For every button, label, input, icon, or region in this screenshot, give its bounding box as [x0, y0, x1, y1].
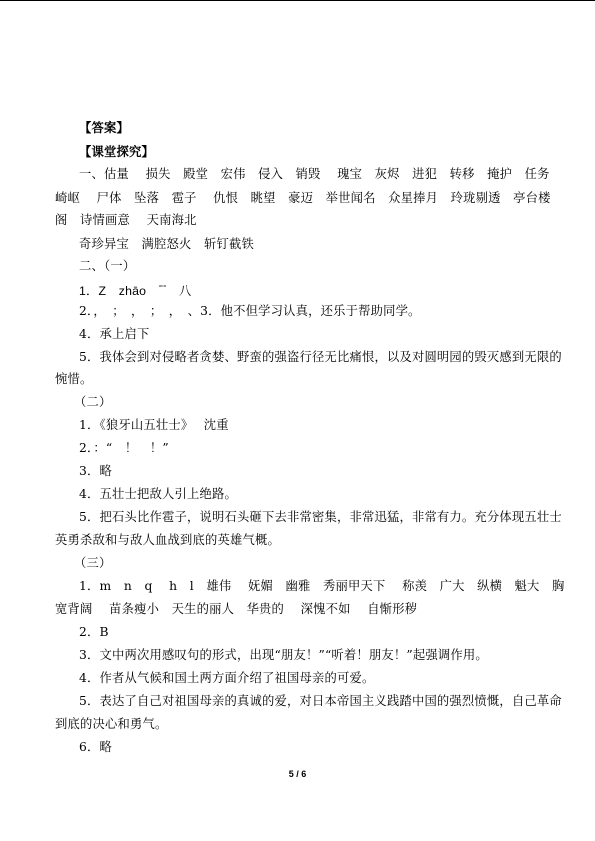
heading-classroom-explore: 【课堂探究】	[79, 144, 154, 159]
part1-q1-small-text: ᵘᵘᵘ	[158, 284, 167, 291]
section-1-line-1: 一、估量 损失 殿堂 宏伟 侵入 销毁 瑰宝 灰烬 进犯 转移 掩护 任务	[79, 167, 550, 181]
part1-q1	[79, 280, 569, 299]
part2-q4: 4．五壮士把敌人引上绝路。	[79, 487, 237, 501]
part3-q5-line-2: 到底的决心和勇气。	[55, 717, 168, 731]
part3-q1-line-1: 1．m n q h l 雄伟 妩媚 幽雅 秀丽甲天下 称羡 广大 纵横 魁大 胸	[79, 579, 565, 593]
part1-q5-line-1: 5．我体会到对侵略者贪婪、野蛮的强盗行径无比痛恨，以及对圆明园的毁灭感到无限的	[79, 350, 562, 364]
part2-q3: 3．略	[79, 464, 113, 478]
part1-q1-prefix: 1．Z zhāo	[79, 284, 159, 298]
part1-q1-suffix: 八	[166, 284, 192, 298]
part3-q4: 4．作者从气候和国土两方面介绍了祖国母亲的可爱。	[79, 671, 375, 685]
section-2-title: 二、（一）	[79, 259, 136, 273]
part3-q2: 2．B	[79, 625, 109, 639]
heading-answer: 【答案】	[79, 120, 129, 135]
part1-q4: 4．承上启下	[79, 327, 150, 341]
part3-q5-line-1: 5．表达了自己对祖国母亲的真诚的爱，对日本帝国主义践踏中国的强烈愤慨，自己革命	[79, 694, 562, 708]
section-1-line-2: 崎岖 尸体 坠落 雹子 仇恨 眺望 豪迈 举世闻名 众星捧月 玲珑剔透 亭台楼	[55, 191, 551, 205]
part2-title: （二）	[74, 395, 112, 409]
section-1-line-3: 阁 诗情画意 天南海北	[55, 213, 197, 227]
part3-q6: 6．略	[79, 740, 113, 754]
part1-q2: 2．， ； ， ； ， 、3．他不但学习认真，还乐于帮助同学。	[79, 304, 421, 318]
top-rule	[0, 0, 595, 1]
part2-q5-line-1: 5．把石头比作雹子，说明石头砸下去非常密集，非常迅猛，非常有力。充分体现五壮士	[79, 510, 562, 524]
part3-q3: 3．文中两次用感叹句的形式，出现“朋友！”“听着！朋友！”起强调作用。	[79, 648, 488, 662]
part2-q5-line-2: 英勇杀敌和与敌人血战到底的英雄气概。	[55, 533, 280, 547]
part2-q1: 1．《狼牙山五壮士》 沈重	[79, 418, 229, 432]
page-number: 5 / 6	[288, 769, 307, 779]
part3-title: （三）	[74, 556, 112, 570]
part1-q5-line-2: 惋惜。	[55, 372, 93, 386]
part2-q2: 2．：“ ！ ！”	[79, 441, 169, 455]
section-1-line-4: 奇珍异宝 满腔怒火 斩钉截铁	[79, 237, 254, 251]
part3-q1-line-2: 宽背阔 苗条瘦小 天生的丽人 华贵的 深愧不如 自惭形秽	[55, 602, 418, 616]
